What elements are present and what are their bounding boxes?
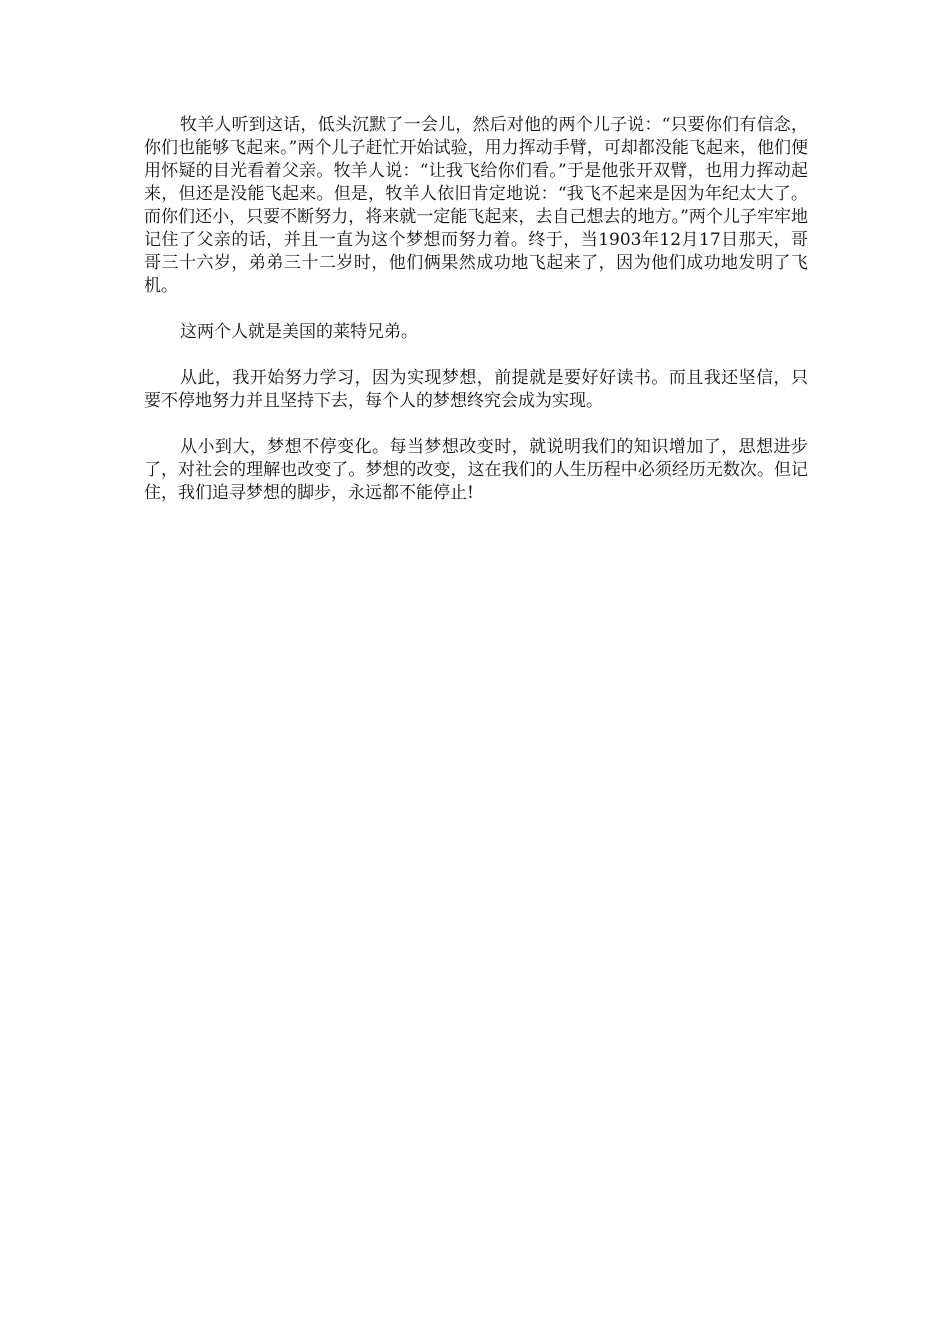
document-body xyxy=(144,114,808,528)
paragraph-wright-story: 牧羊人听到这话，低头沉默了一会儿，然后对他的两个儿子说：“只要你们有信念，你们也能够飞起来。”两个儿子赶忙开始试验，用力挥动手臂，可却都没能飞起来，他们便用怀疑的目光看着父亲。牧羊人说：“让我飞给你们看。”于是他张开双臂，也用力挥动起来，但还是没能飞起来。但是，牧羊人依旧肯定地说：“我飞不起来是因为年纪太大了。而你们还小，只要不断努力，将来就一定能飞起来，去自己想去的地方。”两个儿子牢牢地记住了父亲的话，并且一直为这个梦想而努力着。终于，当1903年12月17日那天，哥哥三十六岁，弟弟三十二岁时，他们俩果然成功地飞起来了，因为他们成功地发明了飞机。 xyxy=(144,115,808,296)
paragraph-study-hard: 从此，我开始努力学习，因为实现梦想，前提就是要好好读书。而且我还坚信，只要不停地努力并且坚持下去，每个人的梦想终究会成为实现。 xyxy=(144,368,808,411)
paragraph-dreams-change: 从小到大，梦想不停变化。每当梦想改变时，就说明我们的知识增加了，思想进步了，对社会的理解也改变了。梦想的改变，这在我们的人生历程中必须经历无数次。但记住，我们追寻梦想的脚步，永远都不能停止! xyxy=(144,437,808,503)
paragraph-wright-brothers: 这两个人就是美国的莱特兄弟。 xyxy=(180,322,418,342)
